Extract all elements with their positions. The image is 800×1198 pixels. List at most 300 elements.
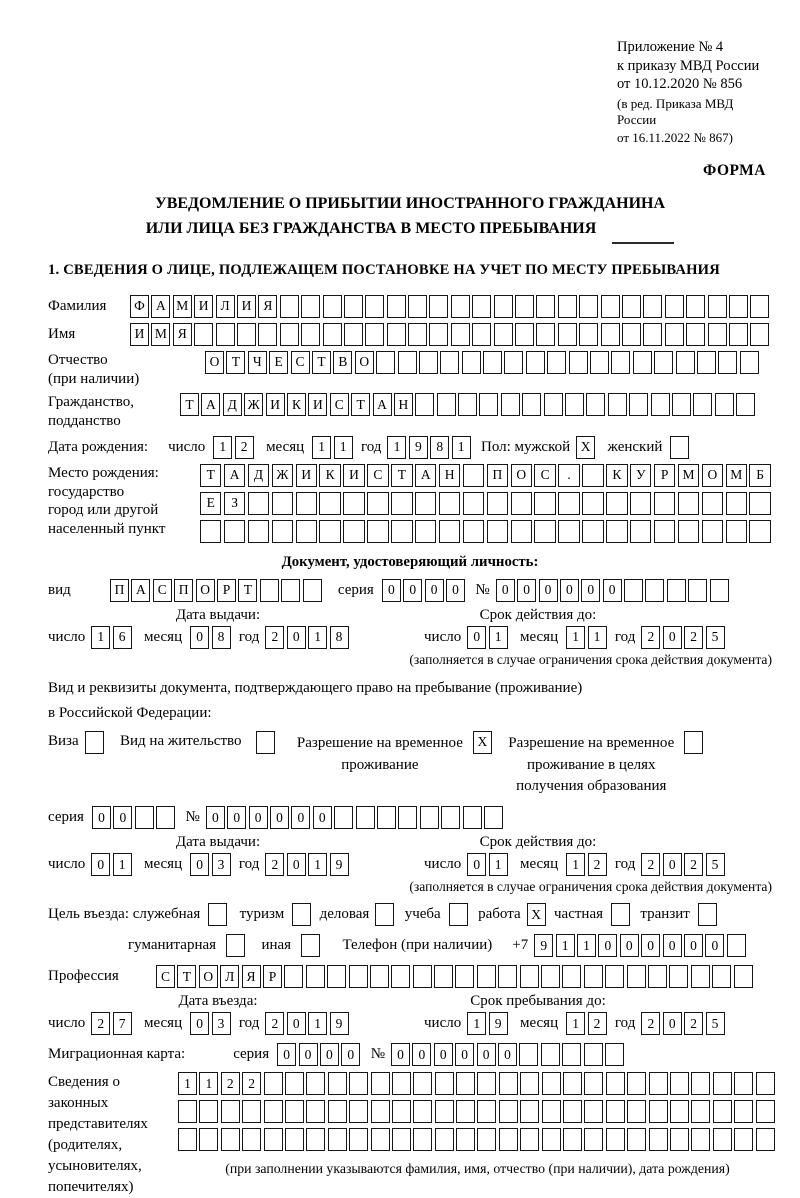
checkbox-sex-male[interactable]	[576, 436, 597, 459]
cell[interactable]: 1	[556, 934, 575, 957]
doc-series-cells[interactable]	[382, 579, 468, 602]
cell[interactable]: 0	[227, 806, 246, 829]
cell[interactable]: О	[355, 351, 374, 374]
cell[interactable]	[702, 492, 723, 515]
cell[interactable]	[413, 1072, 432, 1095]
cell[interactable]	[371, 1128, 390, 1151]
cell[interactable]	[487, 492, 508, 515]
cell[interactable]	[435, 1072, 454, 1095]
cell[interactable]: А	[131, 579, 150, 602]
cell[interactable]: С	[291, 351, 310, 374]
cell[interactable]: Т	[200, 464, 221, 487]
checkbox-temp-residence[interactable]	[473, 731, 494, 754]
cell[interactable]	[520, 1072, 539, 1095]
cell[interactable]: Я	[242, 965, 261, 988]
cell[interactable]	[376, 351, 395, 374]
checkbox-residence-permit[interactable]	[256, 731, 277, 754]
cell[interactable]	[413, 965, 432, 988]
cell[interactable]: 2	[641, 1012, 660, 1035]
cell[interactable]	[665, 323, 684, 346]
cell[interactable]	[194, 323, 213, 346]
cell[interactable]	[542, 1072, 561, 1095]
checkbox-purpose-work[interactable]	[527, 903, 548, 926]
cell[interactable]: С	[534, 464, 555, 487]
cell[interactable]: Н	[439, 464, 460, 487]
checkbox-purpose-official[interactable]	[208, 903, 229, 926]
cell[interactable]	[678, 492, 699, 515]
cell[interactable]	[693, 393, 712, 416]
checkbox-purpose-humanitarian[interactable]	[226, 934, 247, 957]
doc-number-cells[interactable]	[496, 579, 731, 602]
cell[interactable]	[498, 965, 517, 988]
cell[interactable]	[654, 351, 673, 374]
cell[interactable]: 0	[560, 579, 579, 602]
citizenship-cells[interactable]	[180, 393, 758, 416]
cell[interactable]: А	[224, 464, 245, 487]
cell[interactable]: И	[130, 323, 149, 346]
cell[interactable]	[645, 579, 664, 602]
cell[interactable]	[451, 295, 470, 318]
cell[interactable]	[670, 1100, 689, 1123]
cell[interactable]	[579, 295, 598, 318]
cell[interactable]	[398, 351, 417, 374]
cell[interactable]	[499, 1128, 518, 1151]
cell[interactable]	[691, 1128, 710, 1151]
cell[interactable]	[756, 1100, 775, 1123]
cell[interactable]: 1	[489, 853, 508, 876]
cell[interactable]	[606, 520, 627, 543]
cell[interactable]	[135, 806, 154, 829]
checkbox-purpose-other[interactable]	[301, 934, 322, 957]
mig-number-cells[interactable]	[391, 1043, 626, 1066]
cell[interactable]	[494, 295, 513, 318]
cell[interactable]: X	[473, 731, 492, 754]
cell[interactable]: 0	[498, 1043, 517, 1066]
cell[interactable]	[477, 1100, 496, 1123]
cell[interactable]: У	[630, 464, 651, 487]
cell[interactable]: С	[330, 393, 349, 416]
cell[interactable]	[156, 806, 175, 829]
stay-month-cells[interactable]	[566, 1012, 609, 1035]
cell[interactable]: О	[199, 965, 218, 988]
birth-day-cells[interactable]	[213, 436, 256, 459]
cell[interactable]: 1	[334, 436, 353, 459]
cell[interactable]: Я	[258, 295, 277, 318]
cell[interactable]	[199, 1100, 218, 1123]
cell[interactable]: С	[156, 965, 175, 988]
cell[interactable]: 1	[577, 934, 596, 957]
cell[interactable]: 0	[663, 853, 682, 876]
cell[interactable]	[280, 323, 299, 346]
cell[interactable]	[558, 323, 577, 346]
cell[interactable]	[749, 492, 770, 515]
cell[interactable]	[684, 731, 703, 754]
cell[interactable]: М	[173, 295, 192, 318]
cell[interactable]: А	[151, 295, 170, 318]
cell[interactable]: .	[558, 464, 579, 487]
cell[interactable]: 1	[113, 853, 132, 876]
cell[interactable]	[472, 295, 491, 318]
cell[interactable]	[558, 520, 579, 543]
cell[interactable]	[520, 1128, 539, 1151]
cell[interactable]	[365, 295, 384, 318]
cell[interactable]: Д	[248, 464, 269, 487]
cell[interactable]: О	[205, 351, 224, 374]
cell[interactable]: 8	[430, 436, 449, 459]
cell[interactable]	[260, 579, 279, 602]
cell[interactable]	[306, 1072, 325, 1095]
cell[interactable]: 0	[206, 806, 225, 829]
cell[interactable]	[536, 295, 555, 318]
cell[interactable]	[328, 1072, 347, 1095]
cell[interactable]: Т	[391, 464, 412, 487]
cell[interactable]	[365, 323, 384, 346]
cell[interactable]	[670, 1072, 689, 1095]
cell[interactable]	[477, 965, 496, 988]
cell[interactable]	[258, 323, 277, 346]
cell[interactable]: 8	[212, 626, 231, 649]
cell[interactable]	[356, 806, 375, 829]
cell[interactable]	[441, 806, 460, 829]
cell[interactable]: 0	[270, 806, 289, 829]
res-valid-day-cells[interactable]	[467, 853, 510, 876]
cell[interactable]	[387, 295, 406, 318]
cell[interactable]: 0	[663, 626, 682, 649]
cell[interactable]	[463, 806, 482, 829]
cell[interactable]	[544, 393, 563, 416]
cell[interactable]	[713, 1128, 732, 1151]
cell[interactable]	[584, 965, 603, 988]
cell[interactable]	[371, 1072, 390, 1095]
cell[interactable]	[463, 464, 484, 487]
cell[interactable]: П	[110, 579, 129, 602]
cell[interactable]: Е	[269, 351, 288, 374]
cell[interactable]: С	[153, 579, 172, 602]
cell[interactable]	[605, 965, 624, 988]
stay-year-cells[interactable]	[641, 1012, 727, 1035]
cell[interactable]: Д	[223, 393, 242, 416]
issue-month-cells[interactable]	[190, 626, 233, 649]
cell[interactable]: 0	[291, 806, 310, 829]
legal-rep-cells-row3[interactable]	[178, 1128, 777, 1151]
cell[interactable]	[371, 1100, 390, 1123]
cell[interactable]: X	[527, 903, 546, 926]
cell[interactable]	[463, 492, 484, 515]
cell[interactable]	[601, 295, 620, 318]
surname-cells[interactable]	[130, 295, 772, 318]
cell[interactable]: 2	[641, 626, 660, 649]
cell[interactable]: 0	[91, 853, 110, 876]
cell[interactable]: 0	[539, 579, 558, 602]
cell[interactable]: 1	[213, 436, 232, 459]
cell[interactable]	[542, 1128, 561, 1151]
res-valid-year-cells[interactable]	[641, 853, 727, 876]
cell[interactable]: И	[296, 464, 317, 487]
cell[interactable]: А	[201, 393, 220, 416]
cell[interactable]	[534, 492, 555, 515]
cell[interactable]	[477, 1072, 496, 1095]
cell[interactable]: 2	[265, 1012, 284, 1035]
cell[interactable]: Т	[226, 351, 245, 374]
cell[interactable]: 0	[425, 579, 444, 602]
cell[interactable]: 7	[113, 1012, 132, 1035]
cell[interactable]	[85, 731, 104, 754]
cell[interactable]: Я	[173, 323, 192, 346]
cell[interactable]: М	[726, 464, 747, 487]
valid-month-cells[interactable]	[566, 626, 609, 649]
res-valid-month-cells[interactable]	[566, 853, 609, 876]
cell[interactable]	[651, 393, 670, 416]
cell[interactable]	[633, 351, 652, 374]
cell[interactable]	[420, 806, 439, 829]
cell[interactable]: 1	[308, 626, 327, 649]
cell[interactable]	[749, 520, 770, 543]
cell[interactable]: И	[237, 295, 256, 318]
cell[interactable]	[439, 520, 460, 543]
cell[interactable]	[408, 323, 427, 346]
cell[interactable]	[736, 393, 755, 416]
entry-year-cells[interactable]	[265, 1012, 351, 1035]
cell[interactable]	[439, 492, 460, 515]
cell[interactable]: Н	[394, 393, 413, 416]
cell[interactable]	[306, 965, 325, 988]
cell[interactable]	[606, 492, 627, 515]
res-number-cells[interactable]	[206, 806, 505, 829]
cell[interactable]	[344, 323, 363, 346]
cell[interactable]: Ф	[130, 295, 149, 318]
cell[interactable]: 0	[403, 579, 422, 602]
res-issue-day-cells[interactable]	[91, 853, 134, 876]
cell[interactable]	[462, 351, 481, 374]
cell[interactable]	[515, 295, 534, 318]
cell[interactable]	[349, 1072, 368, 1095]
cell[interactable]	[667, 579, 686, 602]
cell[interactable]: Л	[220, 965, 239, 988]
cell[interactable]: 0	[603, 579, 622, 602]
cell[interactable]	[520, 965, 539, 988]
cell[interactable]	[579, 323, 598, 346]
cell[interactable]	[504, 351, 523, 374]
profession-cells[interactable]	[156, 965, 755, 988]
cell[interactable]: 2	[684, 1012, 703, 1035]
cell[interactable]	[584, 1128, 603, 1151]
cell[interactable]	[526, 351, 545, 374]
cell[interactable]	[437, 393, 456, 416]
cell[interactable]	[285, 1072, 304, 1095]
cell[interactable]	[534, 520, 555, 543]
cell[interactable]	[449, 903, 468, 926]
cell[interactable]	[296, 520, 317, 543]
cell[interactable]	[688, 579, 707, 602]
cell[interactable]: 0	[287, 853, 306, 876]
cell[interactable]: 0	[113, 806, 132, 829]
cell[interactable]	[519, 1043, 538, 1066]
cell[interactable]: X	[576, 436, 595, 459]
cell[interactable]: И	[266, 393, 285, 416]
cell[interactable]: 0	[412, 1043, 431, 1066]
cell[interactable]	[678, 520, 699, 543]
cell[interactable]	[627, 1128, 646, 1151]
cell[interactable]	[547, 351, 566, 374]
cell[interactable]	[272, 492, 293, 515]
cell[interactable]	[654, 492, 675, 515]
cell[interactable]	[301, 295, 320, 318]
cell[interactable]: И	[194, 295, 213, 318]
cell[interactable]	[306, 1128, 325, 1151]
cell[interactable]	[586, 393, 605, 416]
cell[interactable]	[319, 520, 340, 543]
cell[interactable]: А	[373, 393, 392, 416]
cell[interactable]: 0	[341, 1043, 360, 1066]
cell[interactable]	[734, 1100, 753, 1123]
birth-place-cells-row2[interactable]	[200, 492, 773, 515]
cell[interactable]: 1	[588, 626, 607, 649]
cell[interactable]	[712, 965, 731, 988]
cell[interactable]	[541, 1043, 560, 1066]
cell[interactable]	[729, 323, 748, 346]
cell[interactable]	[606, 1128, 625, 1151]
cell[interactable]	[303, 579, 322, 602]
cell[interactable]	[343, 492, 364, 515]
cell[interactable]: Т	[180, 393, 199, 416]
cell[interactable]: 0	[320, 1043, 339, 1066]
entry-day-cells[interactable]	[91, 1012, 134, 1035]
cell[interactable]	[334, 806, 353, 829]
cell[interactable]	[627, 965, 646, 988]
cell[interactable]	[515, 323, 534, 346]
cell[interactable]	[479, 393, 498, 416]
cell[interactable]: 5	[706, 626, 725, 649]
res-issue-month-cells[interactable]	[190, 853, 233, 876]
cell[interactable]	[455, 965, 474, 988]
cell[interactable]	[415, 492, 436, 515]
cell[interactable]: 2	[684, 626, 703, 649]
checkbox-purpose-study[interactable]	[449, 903, 470, 926]
cell[interactable]: Р	[263, 965, 282, 988]
checkbox-purpose-transit[interactable]	[698, 903, 719, 926]
checkbox-visa[interactable]	[85, 731, 106, 754]
cell[interactable]: Б	[749, 464, 770, 487]
cell[interactable]: И	[343, 464, 364, 487]
cell[interactable]	[686, 295, 705, 318]
cell[interactable]: 2	[684, 853, 703, 876]
cell[interactable]	[429, 323, 448, 346]
cell[interactable]	[611, 903, 630, 926]
cell[interactable]: 0	[313, 806, 332, 829]
cell[interactable]	[429, 295, 448, 318]
cell[interactable]	[413, 1128, 432, 1151]
cell[interactable]	[582, 464, 603, 487]
cell[interactable]	[718, 351, 737, 374]
cell[interactable]	[606, 1072, 625, 1095]
cell[interactable]	[435, 1100, 454, 1123]
cell[interactable]	[216, 323, 235, 346]
cell[interactable]	[451, 323, 470, 346]
cell[interactable]: 0	[598, 934, 617, 957]
cell[interactable]	[264, 1128, 283, 1151]
cell[interactable]: 2	[91, 1012, 110, 1035]
cell[interactable]	[563, 1072, 582, 1095]
cell[interactable]	[601, 323, 620, 346]
cell[interactable]: 0	[249, 806, 268, 829]
cell[interactable]	[367, 492, 388, 515]
given-name-cells[interactable]	[130, 323, 772, 346]
cell[interactable]: О	[702, 464, 723, 487]
cell[interactable]	[622, 295, 641, 318]
cell[interactable]: 1	[178, 1072, 197, 1095]
cell[interactable]	[708, 323, 727, 346]
cell[interactable]: Т	[351, 393, 370, 416]
cell[interactable]	[713, 1072, 732, 1095]
checkbox-temp-residence-edu[interactable]	[684, 731, 705, 754]
cell[interactable]: 0	[517, 579, 536, 602]
cell[interactable]	[391, 492, 412, 515]
cell[interactable]: 1	[312, 436, 331, 459]
cell[interactable]: 0	[287, 1012, 306, 1035]
cell[interactable]	[256, 731, 275, 754]
cell[interactable]	[629, 393, 648, 416]
cell[interactable]	[740, 351, 759, 374]
cell[interactable]: Т	[312, 351, 331, 374]
cell[interactable]: 0	[467, 626, 486, 649]
cell[interactable]	[750, 323, 769, 346]
checkbox-purpose-private[interactable]	[611, 903, 632, 926]
cell[interactable]	[349, 1128, 368, 1151]
cell[interactable]	[292, 903, 311, 926]
cell[interactable]	[463, 520, 484, 543]
cell[interactable]	[511, 520, 532, 543]
cell[interactable]	[413, 1100, 432, 1123]
cell[interactable]: З	[224, 492, 245, 515]
checkbox-sex-female[interactable]	[670, 436, 691, 459]
cell[interactable]	[178, 1100, 197, 1123]
cell[interactable]: 0	[277, 1043, 296, 1066]
cell[interactable]	[672, 393, 691, 416]
cell[interactable]	[344, 295, 363, 318]
cell[interactable]: 0	[190, 1012, 209, 1035]
cell[interactable]	[649, 1100, 668, 1123]
valid-day-cells[interactable]	[467, 626, 510, 649]
cell[interactable]	[319, 492, 340, 515]
cell[interactable]	[565, 393, 584, 416]
cell[interactable]: 2	[265, 853, 284, 876]
cell[interactable]: 1	[308, 853, 327, 876]
cell[interactable]: Е	[200, 492, 221, 515]
cell[interactable]	[328, 1100, 347, 1123]
cell[interactable]: 0	[663, 934, 682, 957]
cell[interactable]	[208, 903, 227, 926]
cell[interactable]	[375, 903, 394, 926]
cell[interactable]	[584, 1043, 603, 1066]
cell[interactable]	[582, 492, 603, 515]
cell[interactable]: 9	[489, 1012, 508, 1035]
cell[interactable]	[343, 520, 364, 543]
cell[interactable]: 2	[235, 436, 254, 459]
cell[interactable]	[670, 436, 689, 459]
cell[interactable]	[237, 323, 256, 346]
cell[interactable]	[296, 492, 317, 515]
cell[interactable]	[522, 393, 541, 416]
checkbox-purpose-business[interactable]	[375, 903, 396, 926]
cell[interactable]: 0	[190, 853, 209, 876]
cell[interactable]	[649, 1128, 668, 1151]
cell[interactable]: А	[415, 464, 436, 487]
cell[interactable]	[676, 351, 695, 374]
cell[interactable]	[392, 1128, 411, 1151]
cell[interactable]	[248, 492, 269, 515]
cell[interactable]	[408, 295, 427, 318]
cell[interactable]: Р	[217, 579, 236, 602]
